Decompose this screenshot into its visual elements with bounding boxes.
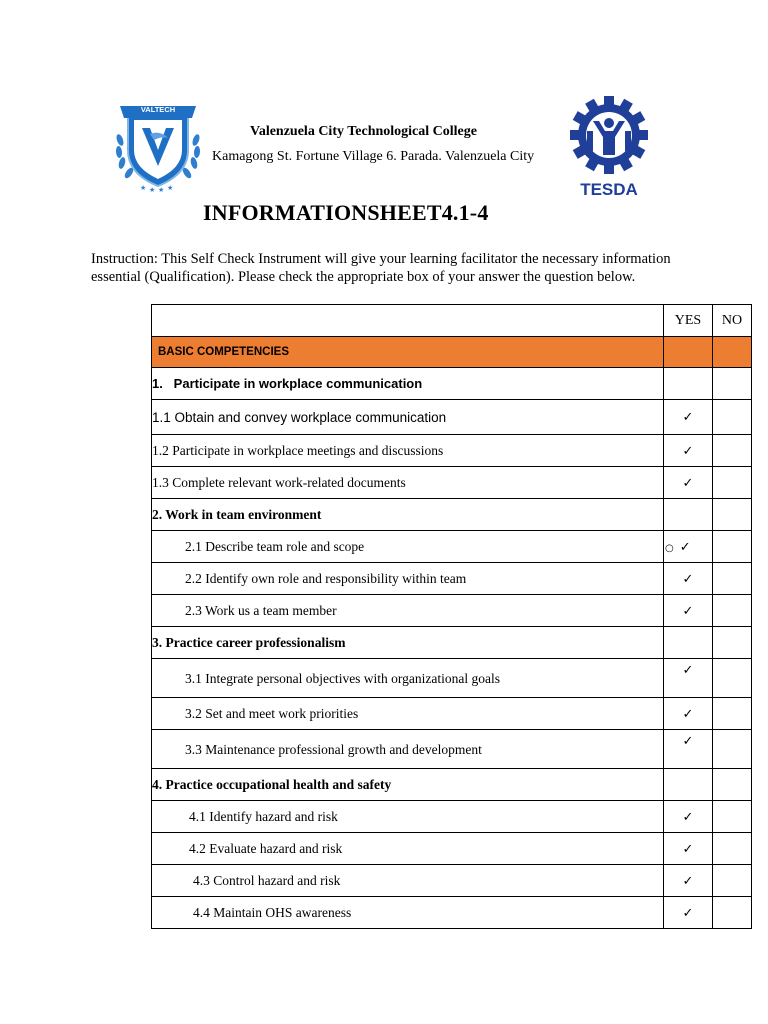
category-row <box>152 337 752 368</box>
no-cell[interactable] <box>713 801 752 833</box>
item-label: 3.3 Maintenance professional growth and development <box>152 730 664 769</box>
section-title: 2. Work in team environment <box>152 499 664 531</box>
no-cell[interactable] <box>713 531 752 563</box>
category-label: BASIC COMPETENCIES <box>152 337 664 368</box>
tesda-logo-text: TESDA <box>580 180 638 199</box>
yes-cell[interactable] <box>664 595 713 627</box>
check-icon: ✓ <box>682 571 694 587</box>
section-title: 1. Participate in workplace communication <box>152 368 664 400</box>
svg-text:★: ★ <box>158 186 165 192</box>
instruction-text: Instruction: This Self Check Instrument will give your learning facilitator the necessary information essential (Qualification). Please check the appropriate box of your answer the question below. <box>91 251 671 285</box>
no-cell[interactable] <box>713 563 752 595</box>
category-fill <box>713 337 752 368</box>
no-cell[interactable] <box>713 769 752 801</box>
no-cell[interactable] <box>713 499 752 531</box>
no-cell[interactable] <box>713 659 752 698</box>
valtech-logo-text: VALTECH <box>140 105 176 114</box>
check-icon: ✓ <box>682 443 694 459</box>
no-cell[interactable] <box>713 897 752 929</box>
check-icon: ✓ <box>682 841 694 857</box>
yes-cell[interactable] <box>664 769 713 801</box>
yes-cell[interactable] <box>664 698 713 730</box>
no-cell[interactable] <box>713 698 752 730</box>
self-check-table <box>151 304 752 929</box>
item-row <box>152 400 752 435</box>
yes-cell[interactable] <box>664 801 713 833</box>
yes-cell[interactable] <box>664 400 713 435</box>
check-icon: ✓ <box>682 475 694 491</box>
yes-cell[interactable] <box>664 435 713 467</box>
yes-cell[interactable] <box>664 467 713 499</box>
yes-cell[interactable] <box>664 659 713 698</box>
no-cell[interactable] <box>713 467 752 499</box>
yes-cell[interactable] <box>664 627 713 659</box>
no-cell[interactable] <box>713 435 752 467</box>
no-cell[interactable] <box>713 730 752 769</box>
item-row <box>152 467 752 499</box>
item-row <box>152 435 752 467</box>
check-icon: ✓ <box>682 663 694 678</box>
item-row <box>152 659 752 698</box>
table-header-row <box>152 305 752 337</box>
header-item-cell <box>152 305 664 337</box>
no-cell[interactable] <box>713 627 752 659</box>
check-icon: ✓ <box>682 410 694 425</box>
item-label: 1.3 Complete relevant work-related documents <box>152 467 664 499</box>
check-icon: ✓ <box>682 905 694 921</box>
section-title: 4. Practice occupational health and safety <box>152 769 664 801</box>
item-label: 1.2 Participate in workplace meetings and discussions <box>152 435 664 467</box>
item-label: 2.3 Work us a team member <box>152 595 664 627</box>
yes-cell[interactable] <box>664 865 713 897</box>
yes-cell[interactable] <box>664 531 713 563</box>
item-row <box>152 531 752 563</box>
item-label: 4.2 Evaluate hazard and risk <box>152 833 664 865</box>
item-row <box>152 833 752 865</box>
yes-cell[interactable] <box>664 499 713 531</box>
yes-cell[interactable] <box>664 833 713 865</box>
item-label: 2.1 Describe team role and scope <box>152 531 664 563</box>
no-cell[interactable] <box>713 400 752 435</box>
svg-text:★: ★ <box>149 186 156 192</box>
valtech-logo <box>106 100 210 192</box>
svg-text:★: ★ <box>167 184 174 192</box>
no-cell[interactable] <box>713 833 752 865</box>
section-row <box>152 368 752 400</box>
section-row <box>152 499 752 531</box>
item-label: 2.2 Identify own role and responsibility within team <box>152 563 664 595</box>
no-cell[interactable] <box>713 368 752 400</box>
item-label: 4.3 Control hazard and risk <box>152 865 664 897</box>
yes-cell[interactable] <box>664 563 713 595</box>
item-label: 4.4 Maintain OHS awareness <box>152 897 664 929</box>
college-address: Kamagong St. Fortune Village 6. Parada. Valenzuela City <box>212 149 535 164</box>
section-title: 3. Practice career professionalism <box>152 627 664 659</box>
svg-text:★: ★ <box>140 184 147 192</box>
item-row <box>152 595 752 627</box>
yes-cell[interactable] <box>664 897 713 929</box>
yes-cell[interactable] <box>664 730 713 769</box>
item-row <box>152 897 752 929</box>
check-icon: ✓ <box>682 603 694 619</box>
category-fill <box>664 337 713 368</box>
item-row <box>152 698 752 730</box>
item-label: 3.1 Integrate personal objectives with organizational goals <box>152 659 664 698</box>
item-label: 4.1 Identify hazard and risk <box>152 801 664 833</box>
yes-cell[interactable] <box>664 368 713 400</box>
item-row <box>152 801 752 833</box>
check-icon: ✓ <box>682 809 694 825</box>
header-no: NO <box>713 305 752 337</box>
item-row <box>152 563 752 595</box>
item-row <box>152 865 752 897</box>
item-label: 3.2 Set and meet work priorities <box>152 698 664 730</box>
check-icon: ✓ <box>682 706 694 722</box>
college-name: Valenzuela City Technological College <box>250 124 477 139</box>
section-row <box>152 627 752 659</box>
item-row <box>152 730 752 769</box>
no-cell[interactable] <box>713 865 752 897</box>
no-cell[interactable] <box>713 595 752 627</box>
check-icon: ✓ <box>679 539 691 555</box>
check-icon: ✓ <box>682 734 694 749</box>
sheet-title: INFORMATIONSHEET4.1-4 <box>203 200 489 225</box>
tesda-logo <box>570 95 648 203</box>
item-label: 1.1 Obtain and convey workplace communication <box>152 400 664 435</box>
check-icon: ✓ <box>682 873 694 889</box>
circle-icon: ○ <box>665 542 674 554</box>
header-yes: YES <box>664 305 713 337</box>
section-row <box>152 769 752 801</box>
